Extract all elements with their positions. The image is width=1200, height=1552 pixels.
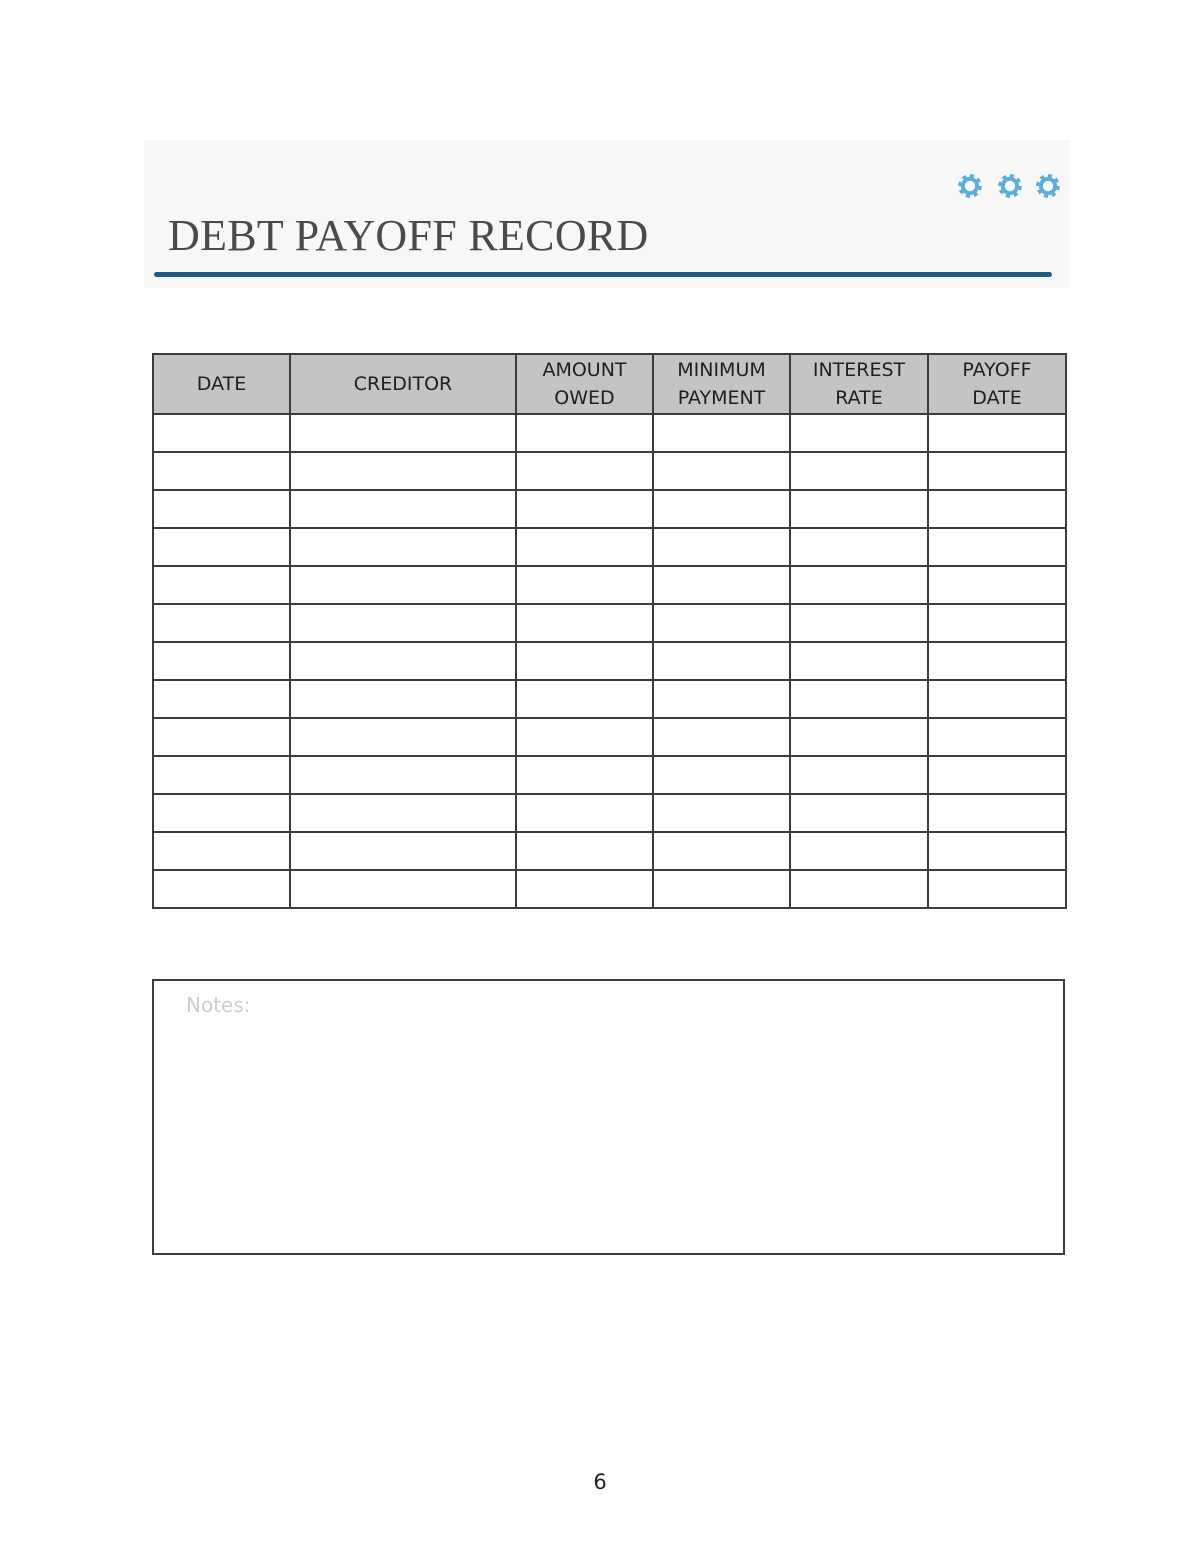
table-cell[interactable] [516, 528, 653, 566]
table-cell[interactable] [653, 642, 790, 680]
table-cell[interactable] [290, 490, 516, 528]
table-cell[interactable] [653, 870, 790, 908]
column-header-line: PAYOFF [962, 359, 1032, 381]
title-underline [154, 272, 1052, 277]
table-cell[interactable] [790, 794, 928, 832]
table-row [153, 718, 1066, 756]
column-header-creditor [290, 354, 516, 414]
table-cell[interactable] [290, 794, 516, 832]
table-cell[interactable] [153, 870, 290, 908]
table-cell[interactable] [290, 642, 516, 680]
table-cell[interactable] [790, 566, 928, 604]
table-cell[interactable] [928, 718, 1066, 756]
table-cell[interactable] [790, 414, 928, 452]
table-row [153, 642, 1066, 680]
table-cell[interactable] [516, 718, 653, 756]
notes-box[interactable] [152, 979, 1065, 1255]
table-row [153, 414, 1066, 452]
table-cell[interactable] [928, 528, 1066, 566]
table-row [153, 604, 1066, 642]
table-cell[interactable] [928, 566, 1066, 604]
column-header-line: OWED [554, 387, 615, 409]
table-cell[interactable] [516, 756, 653, 794]
table-cell[interactable] [928, 680, 1066, 718]
table-cell[interactable] [653, 414, 790, 452]
table-cell[interactable] [790, 452, 928, 490]
table-cell[interactable] [790, 642, 928, 680]
table-row [153, 756, 1066, 794]
table-cell[interactable] [290, 528, 516, 566]
table-cell[interactable] [653, 566, 790, 604]
column-header-line: DATE [972, 387, 1022, 409]
gear-icon [1034, 172, 1062, 200]
table-cell[interactable] [653, 832, 790, 870]
column-header-line: MINIMUM [677, 359, 766, 381]
table-cell[interactable] [516, 490, 653, 528]
column-header-date [153, 354, 290, 414]
notes-label: Notes: [186, 993, 251, 1017]
table-row [153, 680, 1066, 718]
column-header-line: INTEREST [812, 359, 906, 381]
table-row [153, 452, 1066, 490]
table-cell[interactable] [516, 604, 653, 642]
table-cell[interactable] [290, 604, 516, 642]
gear-decoration [956, 172, 1064, 200]
table-row [153, 490, 1066, 528]
column-header-line: DATE [196, 373, 247, 395]
table-cell[interactable] [790, 604, 928, 642]
table-cell[interactable] [153, 832, 290, 870]
table-cell[interactable] [928, 490, 1066, 528]
table-cell[interactable] [653, 680, 790, 718]
column-header-amount-owed [516, 354, 653, 414]
table-cell[interactable] [516, 642, 653, 680]
gear-hole [965, 181, 975, 191]
table-cell[interactable] [516, 680, 653, 718]
column-header-payoff-date [928, 354, 1066, 414]
table-cell[interactable] [653, 794, 790, 832]
gear-icon [996, 172, 1024, 200]
table-cell[interactable] [928, 794, 1066, 832]
table-header-row [153, 354, 1066, 414]
table-cell[interactable] [290, 832, 516, 870]
debt-table-body [153, 414, 1066, 908]
table-cell[interactable] [290, 756, 516, 794]
table-cell[interactable] [928, 414, 1066, 452]
table-cell[interactable] [153, 452, 290, 490]
table-cell[interactable] [153, 756, 290, 794]
table-cell[interactable] [790, 490, 928, 528]
table-cell[interactable] [653, 718, 790, 756]
page-title: DEBT PAYOFF RECORD [168, 211, 649, 260]
table-cell[interactable] [516, 870, 653, 908]
table-cell[interactable] [928, 604, 1066, 642]
page-number: 6 [593, 1470, 607, 1494]
table-cell[interactable] [790, 528, 928, 566]
column-header-line: AMOUNT [542, 359, 627, 381]
table-cell[interactable] [928, 870, 1066, 908]
debt-table-container [152, 353, 1067, 909]
table-cell[interactable] [653, 604, 790, 642]
table-cell[interactable] [928, 642, 1066, 680]
table-cell[interactable] [290, 452, 516, 490]
table-cell[interactable] [516, 566, 653, 604]
table-cell[interactable] [290, 718, 516, 756]
table-cell[interactable] [153, 680, 290, 718]
table-cell[interactable] [290, 680, 516, 718]
table-cell[interactable] [790, 680, 928, 718]
table-cell[interactable] [153, 490, 290, 528]
table-cell[interactable] [516, 452, 653, 490]
table-cell[interactable] [153, 414, 290, 452]
gear-icon [956, 172, 984, 200]
table-cell[interactable] [928, 756, 1066, 794]
debt-payoff-table [152, 353, 1067, 909]
table-cell[interactable] [290, 414, 516, 452]
table-row [153, 870, 1066, 908]
table-cell[interactable] [790, 870, 928, 908]
table-cell[interactable] [153, 794, 290, 832]
table-cell[interactable] [653, 490, 790, 528]
table-cell[interactable] [516, 832, 653, 870]
table-cell[interactable] [790, 718, 928, 756]
table-cell[interactable] [153, 566, 290, 604]
table-cell[interactable] [516, 414, 653, 452]
table-cell[interactable] [153, 604, 290, 642]
table-cell[interactable] [653, 756, 790, 794]
column-header-line: CREDITOR [353, 373, 453, 395]
table-cell[interactable] [790, 832, 928, 870]
column-header-line: RATE [835, 387, 883, 409]
table-cell[interactable] [290, 870, 516, 908]
table-row [153, 566, 1066, 604]
table-cell[interactable] [290, 566, 516, 604]
table-row [153, 794, 1066, 832]
table-cell[interactable] [153, 718, 290, 756]
table-cell[interactable] [653, 528, 790, 566]
table-cell[interactable] [928, 832, 1066, 870]
table-row [153, 832, 1066, 870]
table-cell[interactable] [153, 642, 290, 680]
column-header-minimum-payment [653, 354, 790, 414]
table-cell[interactable] [928, 452, 1066, 490]
table-cell[interactable] [653, 452, 790, 490]
column-header-line: PAYMENT [677, 387, 766, 409]
table-cell[interactable] [153, 528, 290, 566]
table-cell[interactable] [516, 794, 653, 832]
column-header-interest-rate [790, 354, 928, 414]
table-cell[interactable] [790, 756, 928, 794]
gear-hole [1005, 181, 1015, 191]
table-row [153, 528, 1066, 566]
gear-hole [1043, 181, 1053, 191]
